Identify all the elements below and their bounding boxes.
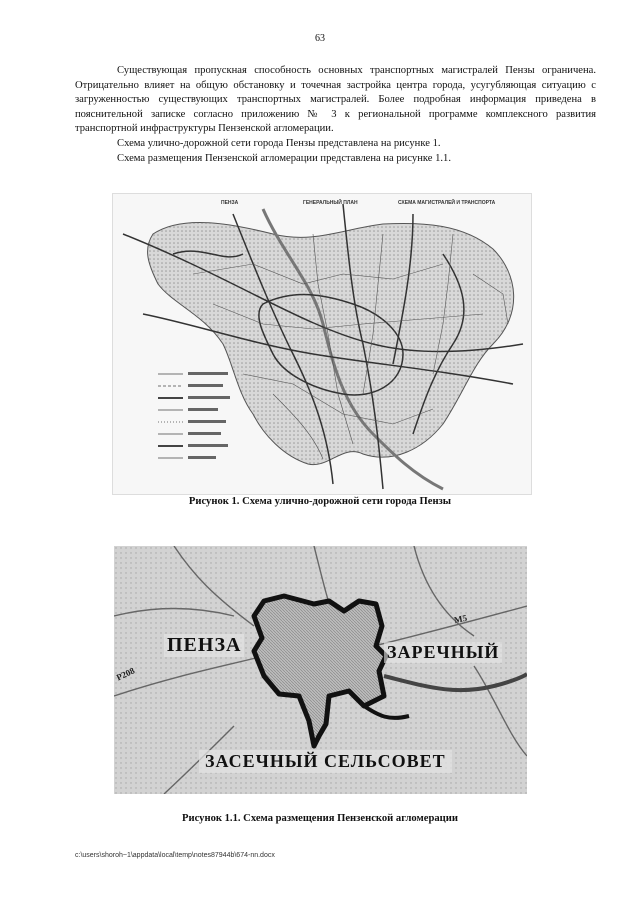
map-label-penza: ПЕНЗА bbox=[164, 634, 244, 657]
body-text bbox=[75, 64, 596, 166]
agglomeration-map-figure bbox=[114, 546, 527, 794]
map-label-r208: P208 bbox=[114, 665, 137, 683]
map-label-zarechny: ЗАРЕЧНЫЙ bbox=[384, 642, 502, 663]
map-label-zasechny: ЗАСЕЧНЫЙ СЕЛЬСОВЕТ bbox=[199, 750, 452, 773]
map-label-m5: M5 bbox=[453, 612, 468, 626]
figure-1-caption: Рисунок 1. Схема улично-дорожной сети города Пензы bbox=[188, 496, 452, 507]
map-header-center: ГЕНЕРАЛЬНЫЙ ПЛАН bbox=[303, 200, 358, 206]
figure-1-1-caption: Рисунок 1.1. Схема размещения Пензенской агломерации bbox=[182, 813, 458, 824]
road-network-map-figure bbox=[112, 193, 532, 495]
paragraph: Существующая пропускная способность основных транспортных магистралей Пензы ограничена. Отрицательно влияет на общую обстановку и точечная застройка центра города, усугубляющая ситуацию с загруженностью существующих транспортных магистралей. Более подробная информация приведена в пояснительной записке согласно приложению № 3 к региональной программе комплексного развития транспортной инфраструктуры Пензенской агломерации. bbox=[75, 65, 596, 135]
paragraph: Схема улично-дорожной сети города Пензы представлена на рисунке 1. bbox=[117, 137, 441, 149]
road-network-map bbox=[113, 194, 531, 494]
footer-file-path: c:\users\shoroh~1\appdata\local\temp\notes87944b\674-nn.docx bbox=[75, 852, 275, 859]
map-header-left: ПЕНЗА bbox=[221, 200, 239, 206]
map-header-right: СХЕМА МАГИСТРАЛЕЙ И ТРАНСПОРТА bbox=[398, 200, 496, 206]
paragraph: Схема размещения Пензенской агломерации представлена на рисунке 1.1. bbox=[117, 152, 451, 164]
page-number: 63 bbox=[315, 33, 325, 44]
